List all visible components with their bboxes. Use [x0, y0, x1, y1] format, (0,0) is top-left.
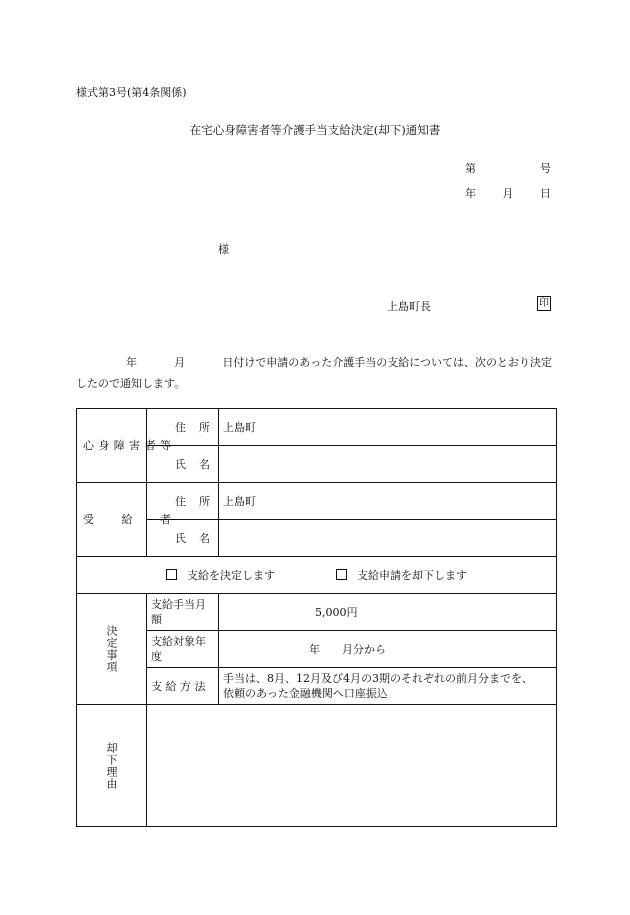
- date-day: 日: [540, 187, 551, 200]
- approve-checkbox[interactable]: [166, 569, 177, 580]
- body-rest: 日付けで申請のあった介護手当の支給については、次のとおり決定: [222, 356, 552, 369]
- address-label-char: 住: [175, 420, 186, 434]
- date-month: 月: [502, 187, 514, 200]
- seal-mark: 印: [539, 298, 549, 309]
- target-period-row: [77, 631, 557, 668]
- notice-body: [76, 352, 552, 394]
- decision-items-label: 決定事項: [105, 625, 118, 673]
- monthly-amount-label: 支給手当月額: [147, 594, 219, 631]
- address-label-char: 住: [175, 494, 186, 508]
- date-year: 年: [465, 187, 476, 200]
- period-month: 月分から: [342, 642, 386, 656]
- target-period-value-cell: [219, 631, 557, 668]
- recipient-label-char: 受: [83, 513, 94, 526]
- recipient-label-char: 給: [121, 513, 133, 526]
- applicant-address-row: [77, 409, 557, 446]
- name-label-char: 氏: [175, 457, 186, 471]
- reject-option[interactable]: [336, 569, 467, 582]
- recipient-name-value: [219, 520, 557, 557]
- rejection-row: [77, 705, 557, 827]
- applicant-name-value: [219, 446, 557, 483]
- name-label-char: 名: [199, 457, 210, 471]
- monthly-amount-value: 5,000円: [315, 605, 358, 619]
- recipient-address-label: [147, 483, 219, 520]
- recipient-name-label: [147, 520, 219, 557]
- decision-row: [77, 557, 557, 594]
- payment-method-line1: 手当は、8月、12月及び4月の3期のそれぞれの前月分までを、: [223, 672, 533, 685]
- applicant-label: 心 身 障 害 者 等: [83, 439, 171, 452]
- addressee-suffix: 様: [218, 243, 229, 256]
- document-number: [465, 160, 551, 176]
- applicant-label-cell: [77, 409, 171, 483]
- applicant-name-label: [147, 446, 219, 483]
- body-year: 年: [126, 356, 137, 369]
- payment-method-row: [77, 668, 557, 705]
- reject-checkbox[interactable]: [336, 569, 347, 580]
- recipient-name-row: [77, 520, 557, 557]
- monthly-amount-row: [77, 594, 557, 631]
- name-label-char: 氏: [175, 531, 186, 545]
- address-label-char: 所: [199, 494, 210, 508]
- period-year: 年: [309, 642, 320, 656]
- rejection-value: [147, 705, 557, 827]
- doc-number-go: 号: [540, 162, 551, 175]
- recipient-label-cell: [77, 483, 171, 557]
- payment-method-label: 支 給 方 法: [147, 668, 219, 705]
- target-period-label: 支給対象年度: [147, 631, 219, 668]
- approve-label: 支給を決定します: [187, 568, 275, 582]
- decision-options: [77, 557, 557, 594]
- notice-table: [76, 408, 557, 827]
- document-title: 在宅心身障害者等介護手当支給決定(却下)通知書: [189, 123, 441, 137]
- rejection-label-cell: [77, 705, 147, 827]
- issuer-name: 上島町長: [387, 300, 431, 313]
- recipient-address-value: 上島町: [219, 483, 557, 520]
- recipient-address-row: [77, 483, 557, 520]
- approve-option[interactable]: [166, 569, 279, 582]
- payment-method-value-cell: [219, 668, 557, 705]
- reject-label: 支給申請を却下します: [357, 568, 467, 582]
- decision-items-label-cell: [77, 594, 147, 705]
- rejection-label: 却下理由: [105, 741, 118, 790]
- monthly-amount-value-cell: [219, 594, 557, 631]
- address-label-char: 所: [199, 420, 210, 434]
- body-line2: したので通知します。: [76, 377, 186, 390]
- name-label-char: 名: [199, 531, 210, 545]
- applicant-address-value: 上島町: [219, 409, 557, 446]
- payment-method-line2: 依頼のあった金融機関へ口座振込: [223, 687, 388, 700]
- issue-date: [465, 185, 551, 201]
- form-number: 様式第3号(第4条関係): [76, 86, 187, 99]
- recipient-label-char: 者: [160, 513, 171, 526]
- doc-number-dai: 第: [465, 162, 476, 175]
- body-month: 月: [174, 356, 186, 369]
- applicant-address-label: [147, 409, 219, 446]
